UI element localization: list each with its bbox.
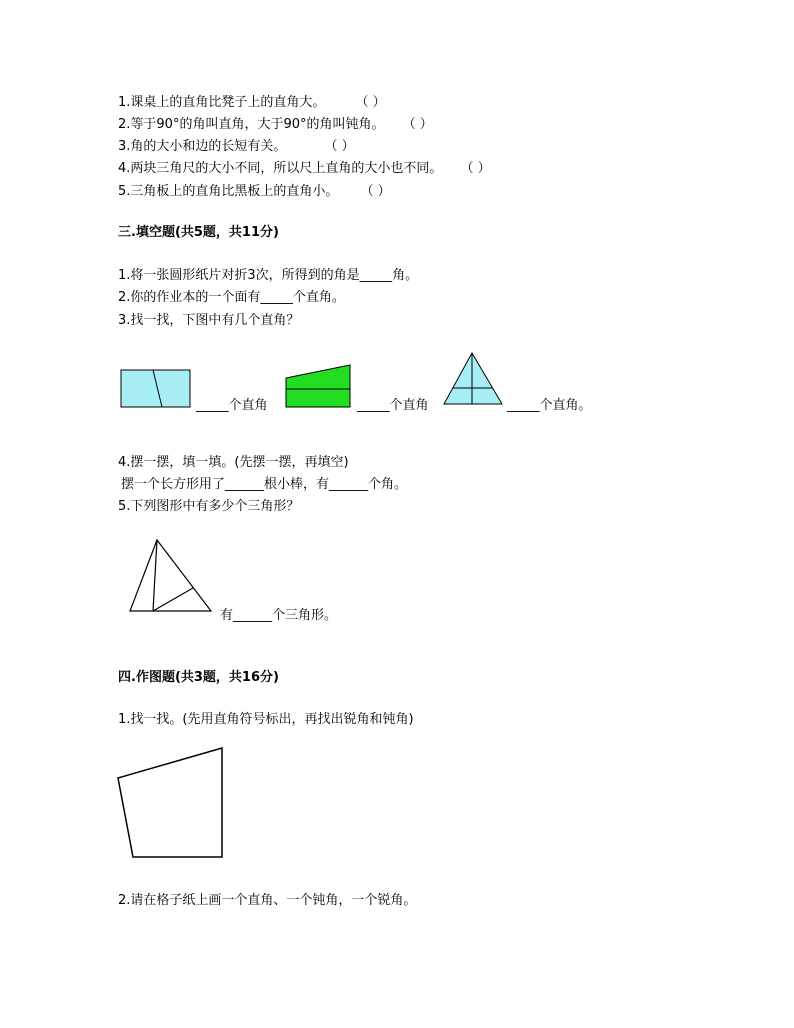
tf-item-text: 2.等于90°的角叫直角，大于90°的角叫钝角。 — [118, 117, 385, 132]
fill-q3-blank-1[interactable]: _____个直角 — [196, 398, 268, 413]
answer-paren[interactable]: （ ） — [402, 117, 433, 132]
fill-q1: 1.将一张圆形纸片对折3次，所得到的角是_____角。 — [118, 268, 419, 283]
fill-section-heading: 三.填空题(共5题，共11分) — [118, 225, 279, 240]
tf-item-text: 1.课桌上的直角比凳子上的直角大。 — [118, 95, 326, 110]
fill-q3: 3.找一找，下图中有几个直角？ — [118, 313, 300, 328]
answer-paren[interactable]: （ ） — [355, 95, 386, 110]
fill-q5-answer[interactable]: 有______个三角形。 — [220, 608, 338, 623]
fill-q4-fill[interactable]: 摆一个长方形用了______根小棒，有______个角。 — [121, 477, 408, 492]
draw-q1: 1.找一找。(先用直角符号标出，再找出锐角和钝角) — [118, 712, 414, 727]
answer-paren[interactable]: （ ） — [360, 184, 391, 199]
tf-item-text: 3.角的大小和边的长短有关。 — [118, 139, 287, 154]
fill-q3-blank-2[interactable]: _____个直角 — [357, 398, 429, 413]
tf-item-text: 5.三角板上的直角比黑板上的直角小。 — [118, 184, 339, 199]
tf-item-text: 4.两块三角尺的大小不同，所以尺上直角的大小也不同。 — [118, 161, 443, 176]
answer-paren[interactable]: （ ） — [324, 139, 355, 154]
draw-section-heading: 四.作图题(共3题，共16分) — [118, 670, 279, 685]
answer-paren[interactable]: （ ） — [460, 161, 491, 176]
fill-q2: 2.你的作业本的一个面有_____个直角。 — [118, 290, 345, 305]
fill-q4: 4.摆一摆，填一填。(先摆一摆，再填空) — [118, 455, 349, 470]
fill-q3-blank-3[interactable]: _____个直角。 — [507, 398, 592, 413]
fill-q5: 5.下列图形中有多少个三角形？ — [118, 499, 300, 514]
quadrilateral — [118, 748, 222, 857]
draw-q2: 2.请在格子纸上画一个直角、一个钝角，一个锐角。 — [118, 893, 417, 908]
